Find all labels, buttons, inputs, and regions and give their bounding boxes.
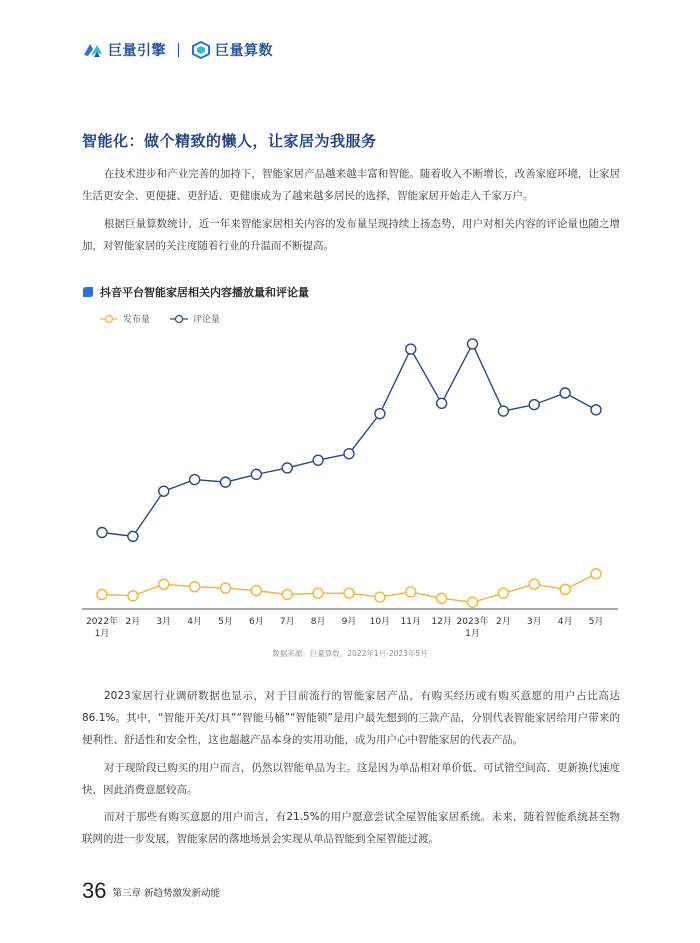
- x-tick-label: 1月: [465, 629, 480, 639]
- x-tick-label: 4月: [557, 617, 573, 627]
- x-tick-label: 5月: [218, 617, 233, 627]
- series-point-1: [344, 449, 354, 459]
- series-point-0: [190, 582, 200, 592]
- series-point-0: [221, 583, 231, 593]
- series-point-1: [251, 469, 261, 479]
- series-point-0: [251, 586, 261, 596]
- x-tick-label: 5月: [588, 617, 604, 627]
- series-point-0: [406, 587, 416, 597]
- series-point-0: [560, 584, 570, 594]
- x-tick-label: 6月: [249, 617, 264, 627]
- series-point-0: [97, 590, 107, 600]
- series-point-1: [282, 463, 292, 473]
- series-point-0: [591, 569, 601, 579]
- x-tick-label: 12月: [431, 617, 452, 627]
- x-tick-label: 4月: [187, 617, 202, 627]
- paragraph-2: 根据巨量算数统计，近一年来智能家居相关内容的发布量呈现持续上扬态势，用户对相关内容的评论量也随之增加，对智能家居的关注度随着行业的升温而不断提高。: [82, 218, 620, 252]
- section-title: 智能化：做个精致的懒人，让家居为我服务: [82, 132, 377, 150]
- series-point-0: [159, 579, 169, 589]
- legend-label-posts: 发布量: [123, 315, 151, 325]
- x-tick-label: 1月: [94, 629, 110, 639]
- x-tick-label: 3月: [156, 617, 172, 627]
- series-point-1: [591, 405, 601, 415]
- paragraph-4: 对于现阶段已购买的用户而言，仍然以智能单品为主。这是因为单品相对单价低、可试错空间高、更新换代速度快，因此消费意愿较高。: [82, 762, 620, 796]
- x-tick-label: 7月: [279, 617, 295, 627]
- paragraph-1: 在技术进步和产业完善的加持下，智能家居产品越来越丰富和智能。随着收入不断增长，改善家庭环境，让家居生活更安全、更便捷、更舒适、更健康成为了越来越多居民的选择，智能家居开始走入千家万户。: [82, 168, 620, 202]
- paragraph-5: 而对于那些有购买意愿的用户而言，有21.5%的用户愿意尝试全屋智能家居系统。未来，随着智能系统甚至物联网的进一步发展，智能家居的落地场景会实现从单品智能到全屋智能过渡。: [82, 811, 620, 845]
- series-point-0: [529, 579, 539, 589]
- x-tick-label: 9月: [341, 617, 357, 627]
- series-line-1: [102, 344, 596, 536]
- page-number: 36: [82, 878, 107, 903]
- paragraph-3: 2023家居行业调研数据也显示，对于目前流行的智能家居产品，有购买经历或有购买意愿的用户占比高达86.1%。其中，“智能开关/灯具”“智能马桶”“智能锁”是用户最先想到的三款产品，分别代表智能家居给用户带来的便利性、舒适性和安全性，这也超越产品本身的实用功能，成为用户心中智能家居的代表产品。: [82, 690, 620, 746]
- series-point-1: [529, 400, 539, 410]
- series-point-1: [406, 344, 416, 354]
- series-point-1: [128, 531, 138, 541]
- series-point-1: [560, 388, 570, 398]
- series-point-1: [468, 339, 478, 349]
- series-point-1: [437, 398, 447, 408]
- x-tick-label: 8月: [310, 617, 326, 627]
- brand-suanshu-name: 巨量算数: [215, 43, 273, 59]
- series-point-0: [128, 591, 138, 601]
- chart-source: 数据来源：巨量算数，2022年1月-2023年5月: [272, 649, 428, 658]
- series-point-0: [468, 597, 478, 607]
- series-point-1: [97, 528, 107, 538]
- x-tick-label: 10月: [369, 617, 391, 627]
- series-point-0: [498, 588, 508, 598]
- series-point-1: [221, 477, 231, 487]
- x-tick-label: 3月: [526, 617, 542, 627]
- legend-label-comments: 评论量: [193, 315, 221, 325]
- brand-oceanengine-name: 巨量引擎: [108, 43, 166, 59]
- x-tick-label: 11月: [400, 617, 421, 627]
- series-point-1: [375, 409, 385, 419]
- series-point-0: [375, 592, 385, 602]
- x-tick-label: 2022年: [86, 617, 118, 627]
- series-point-1: [498, 406, 508, 416]
- series-point-0: [344, 588, 354, 598]
- chart-title: 抖音平台智能家居相关内容播放量和评论量: [100, 286, 309, 299]
- chapter-label: 第三章 新趋势激发新动能: [112, 888, 221, 899]
- x-tick-label: 2023年: [456, 617, 489, 627]
- page-footer: [82, 880, 220, 902]
- x-tick-label: 2月: [496, 617, 511, 627]
- series-point-0: [313, 588, 323, 598]
- series-point-0: [282, 590, 292, 600]
- series-point-0: [437, 593, 447, 603]
- series-point-1: [159, 486, 169, 496]
- series-point-1: [190, 475, 200, 485]
- series-point-1: [313, 455, 323, 465]
- x-tick-label: 2月: [125, 617, 141, 627]
